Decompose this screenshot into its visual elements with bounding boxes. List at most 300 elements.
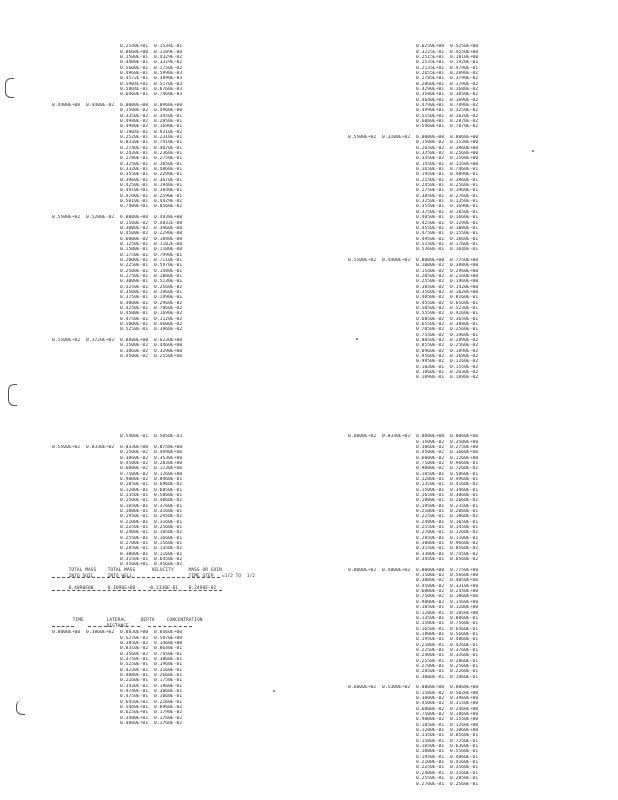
data-cell: 0.6050E-02 xyxy=(416,316,445,322)
data-cell: 0.4800E+02 xyxy=(382,567,411,573)
data-cell: 0.7750E+00 xyxy=(450,567,479,573)
binder-hole-mark xyxy=(16,700,25,715)
data-cell: 0.9000E-02 xyxy=(120,476,149,482)
data-cell: 0.5500E+02 xyxy=(52,444,81,450)
data-cell: 0.7500E-02 xyxy=(416,712,445,718)
data-cell: 0.2780E-01 xyxy=(120,156,149,162)
data-cell: 0.2540E+01 xyxy=(120,44,149,50)
data-cell: 0.3160E-01 xyxy=(450,770,479,776)
data-cell: 0.3350E-02 xyxy=(416,156,445,162)
data-cell: 0.4980E-02 xyxy=(120,124,149,130)
data-cell: 0.4890E-01 xyxy=(450,172,479,178)
summary-header-cell: VELOCITY xyxy=(151,568,174,573)
data-cell: 0.2560E-01 xyxy=(450,327,479,333)
data-cell: 0.3320E-01 xyxy=(120,167,149,173)
data-cell: 0.8330E+02 xyxy=(382,434,411,440)
data-cell: 0.2160E-01 xyxy=(120,678,149,684)
data-cell: 0.1550E-02 xyxy=(450,364,479,370)
data-cell: 0.8960E-02 xyxy=(154,704,183,710)
data-cell: 0.1690E-02 xyxy=(450,97,479,103)
data-cell: 0.4750E-01 xyxy=(120,694,149,700)
data-cell: 0.4860E-01 xyxy=(450,754,479,760)
data-cell: 0.3670E-01 xyxy=(154,177,183,183)
data-cell: 0.4990E+01 xyxy=(416,108,445,114)
data-cell: 0.5250E-01 xyxy=(120,662,149,668)
data-cell: 0.3650E-01 xyxy=(450,316,479,322)
data-cell: 0.2960E-02 xyxy=(154,300,183,306)
data-cell: 0.3000E-01 xyxy=(120,279,149,285)
conc-rule xyxy=(148,626,192,627)
data-cell: 0.7500E-02 xyxy=(120,471,149,477)
conc-header-text: TIME xyxy=(72,618,84,623)
data-cell: 0.5990E-03 xyxy=(154,70,183,76)
data-cell: 0.3960E+00 xyxy=(450,145,479,151)
data-cell: 0.6560E-01 xyxy=(450,300,479,306)
data-cell: 0.3500E-01 xyxy=(120,289,149,295)
data-cell: 0.5500E+02 xyxy=(348,135,377,141)
data-cell: 0.1560E+00 xyxy=(450,156,479,162)
data-cell: 0.0000E+00 xyxy=(120,215,149,221)
data-cell: 0.1050E+00 xyxy=(450,610,479,616)
data-cell: 0.6450E-02 xyxy=(154,557,183,563)
data-cell: 0.2850E-01 xyxy=(120,546,149,552)
data-cell: 0.2700E-01 xyxy=(416,663,445,669)
data-cell: 0.8560E-02 xyxy=(154,204,183,210)
data-cell: 0.9000E-02 xyxy=(416,599,445,605)
data-cell: 0.5860E-01 xyxy=(450,471,479,477)
data-cell: 0.2550E-02 xyxy=(416,279,445,285)
data-cell: 0.3225E-01 xyxy=(416,49,445,55)
data-cell: 0.1500E-02 xyxy=(416,573,445,579)
data-cell: 0.1050E-01 xyxy=(416,722,445,728)
data-cell: 0.0000E+00 xyxy=(120,102,149,108)
data-cell: 0.5360E-01 xyxy=(416,247,445,253)
data-block-upper-right xyxy=(348,44,484,381)
data-cell: 0.6000E-02 xyxy=(416,706,445,712)
data-cell: 0.1810E+00 xyxy=(450,54,479,60)
data-cell: 0.5600E-01 xyxy=(120,65,149,71)
data-cell: 0.7110E-01 xyxy=(154,257,183,263)
data-cell: 0.0000E+00 xyxy=(416,135,445,141)
data-cell: 0.1660E-01 xyxy=(450,215,479,221)
data-cell: 0.4880E-01 xyxy=(120,672,149,678)
data-cell: 0.3250E-01 xyxy=(120,284,149,290)
data-cell: 0.4500E-02 xyxy=(120,231,149,237)
summary-values xyxy=(52,581,94,596)
data-cell: 0.8560E-02 xyxy=(450,546,479,552)
data-cell: 0.1890E-02 xyxy=(450,375,479,381)
conc-rule xyxy=(52,626,74,627)
data-cell: 0.2000E-01 xyxy=(120,257,149,263)
data-row xyxy=(348,375,484,380)
data-cell: 0.1960E+00 xyxy=(450,279,479,285)
data-cell: 0.1960E-01 xyxy=(450,674,479,680)
data-cell: 0.3100E+02 xyxy=(382,135,411,141)
data-cell: 0.1860E-01 xyxy=(450,514,479,520)
data-cell: 0.3000E-02 xyxy=(416,578,445,584)
data-cell: 0.5460E+01 xyxy=(120,704,149,710)
data-cell: 0.3450E-01 xyxy=(416,557,445,563)
data-cell: 0.8000E+00 xyxy=(416,434,445,440)
data-cell: 0.2560E-02 xyxy=(154,284,183,290)
data-cell: 0.1760E-02 xyxy=(154,715,183,721)
data-cell: 0.3500E+00 xyxy=(450,439,479,445)
data-cell: 0.4550E+00 xyxy=(450,49,479,55)
data-cell: 0.1650E-01 xyxy=(416,492,445,498)
data-cell: 0.2250E-01 xyxy=(120,263,149,269)
data-cell: 0.1640E-01 xyxy=(450,247,479,253)
data-cell: 0.1620E-02 xyxy=(450,113,479,119)
data-cell: 0.3560E-02 xyxy=(120,651,149,657)
data-cell: 0.2760E-01 xyxy=(450,193,479,199)
data-cell: 0.1200E-01 xyxy=(416,728,445,734)
data-cell: 0.4910E+01 xyxy=(120,188,149,194)
data-cell: 0.2100E-01 xyxy=(416,642,445,648)
data-cell: 0.4400E-02 xyxy=(86,102,115,108)
data-cell: 0.1500E-01 xyxy=(416,738,445,744)
data-cell: 0.3560E-01 xyxy=(450,765,479,771)
data-cell: 0.1960E-01 xyxy=(154,662,183,668)
data-cell: 0.5904E+01 xyxy=(120,81,149,87)
data-cell: 0.1950E-01 xyxy=(416,503,445,509)
data-cell: 0.9950E-02 xyxy=(416,359,445,365)
data-cell: 0.8330E+02 xyxy=(86,444,115,450)
data-cell: 0.3150E+00 xyxy=(450,701,479,707)
data-cell: 0.4050E-02 xyxy=(416,295,445,301)
data-cell: 0.4500E-02 xyxy=(120,460,149,466)
data-cell: 0.1960E-01 xyxy=(450,332,479,338)
data-cell: 0.4950E-01 xyxy=(416,236,445,242)
data-cell: 0.6000E+02 xyxy=(348,685,377,691)
data-cell: 0.2560E-01 xyxy=(450,781,479,787)
data-cell: 0.6460E-01 xyxy=(120,92,149,98)
data-cell: 0.3840E-01 xyxy=(154,188,183,194)
data-cell: 0.4980E-02 xyxy=(120,118,149,124)
summary-header xyxy=(135,563,174,578)
data-cell: 0.3860E-01 xyxy=(154,656,183,662)
data-row xyxy=(52,721,188,726)
data-cell: 0.4960E-01 xyxy=(450,476,479,482)
data-cell: 0.4860E-01 xyxy=(154,167,183,173)
data-cell: 0.3310E+00 xyxy=(450,583,479,589)
data-cell: 0.2150E-01 xyxy=(416,177,445,183)
data-cell: 0.5660E+00 xyxy=(450,573,479,579)
data-cell: 0.8050E-02 xyxy=(416,338,445,344)
data-cell: 0.1950E-01 xyxy=(120,514,149,520)
data-cell: 0.2750E-01 xyxy=(120,273,149,279)
data-row xyxy=(348,781,484,786)
data-cell: 0.2750E+00 xyxy=(450,444,479,450)
data-cell: 0.8960E-02 xyxy=(416,348,445,354)
summary-values xyxy=(131,581,178,596)
data-cell: 0.3750E-01 xyxy=(120,656,149,662)
data-cell: 0.3850E-02 xyxy=(120,640,149,646)
data-cell: 0.5270E-02 xyxy=(120,635,149,641)
data-cell: 0.7250E-01 xyxy=(450,738,479,744)
data-cell: 0.3060E-02 xyxy=(416,444,445,450)
data-cell: 0.6450E+01 xyxy=(120,699,149,705)
conc-rule xyxy=(88,626,112,627)
data-cell: 0.1530E+00 xyxy=(450,140,479,146)
summary-subheader-cell: TIME STEP =1/2 TO 1/2 xyxy=(188,574,255,579)
data-cell: 0.8750E+00 xyxy=(154,444,183,450)
data-cell: 0.1500E-01 xyxy=(120,247,149,253)
data-cell: 0.1120E-02 xyxy=(154,316,183,322)
data-cell: 0.1650E-01 xyxy=(120,503,149,509)
data-cell: 0.1350E-01 xyxy=(154,546,183,552)
data-cell: 0.2460E+00 xyxy=(450,706,479,712)
summary-values xyxy=(172,581,216,596)
data-cell: 0.9660E-02 xyxy=(450,541,479,547)
data-cell: 0.4960E-00 xyxy=(154,108,183,114)
data-cell: 0.2515E+01 xyxy=(416,54,445,60)
data-cell: 0.8160E-01 xyxy=(450,295,479,301)
data-cell: 0.2550E-01 xyxy=(416,776,445,782)
data-cell: 0.2100E-01 xyxy=(416,760,445,766)
data-cell: 0.8330E+00 xyxy=(120,444,149,450)
data-cell: 0.3250E-01 xyxy=(416,199,445,205)
conc-header-text: LATERAL xyxy=(106,618,126,623)
data-cell: 0.1050E-01 xyxy=(416,471,445,477)
data-cell: 0.5230E-01 xyxy=(450,306,479,312)
data-cell: 0.8330E-01 xyxy=(120,140,149,146)
data-cell: 0.3160E-01 xyxy=(154,519,183,525)
data-cell: 0.1500E-01 xyxy=(120,498,149,504)
data-cell: 0.0000E+00 xyxy=(416,685,445,691)
data-cell: 0.5460E+01 xyxy=(416,124,445,130)
data-cell: 0.3350E-02 xyxy=(120,113,149,119)
data-cell: 0.4700E-01 xyxy=(120,193,149,199)
data-cell: 0.2890E-02 xyxy=(450,338,479,344)
data-cell: 0.4960E-01 xyxy=(120,70,149,76)
data-cell: 0.3760E-01 xyxy=(450,647,479,653)
data-cell: 0.1550E-01 xyxy=(450,231,479,237)
data-cell: 0.1030E-01 xyxy=(416,364,445,370)
data-cell: 0.4860E-01 xyxy=(154,498,183,504)
data-cell: 0.6550E-02 xyxy=(416,322,445,328)
data-cell: 0.4400E+02 xyxy=(382,257,411,263)
data-cell: 0.2785E+01 xyxy=(416,76,445,82)
data-cell: 0.5500E+02 xyxy=(52,215,81,221)
data-cell: 0.7050E-02 xyxy=(416,327,445,333)
data-cell: 0.2030E+00 xyxy=(154,460,183,466)
data-cell: 0.1350E-01 xyxy=(416,482,445,488)
data-cell: 0.1690E-02 xyxy=(154,311,183,317)
data-cell: 0.3250E-02 xyxy=(416,151,445,157)
data-cell: 0.1534E-01 xyxy=(154,44,183,50)
data-cell: 0.1660E+00 xyxy=(450,450,479,456)
data-cell: 0.7060E-02 xyxy=(154,306,183,312)
data-cell: 0.2135E+01 xyxy=(416,65,445,71)
data-cell: 0.2750E-01 xyxy=(416,188,445,194)
data-cell: 0.1450E-01 xyxy=(416,161,445,167)
data-cell: 0.3300E-01 xyxy=(416,551,445,557)
conc-subheader-text: DISTANCE xyxy=(106,624,129,629)
data-cell: 0.1690E-01 xyxy=(450,204,479,210)
data-cell: 0.2650E-02 xyxy=(416,145,445,151)
data-cell: 0.1890E-02 xyxy=(450,348,479,354)
data-cell: 0.7460E-01 xyxy=(450,167,479,173)
data-cell: 0.3960E-01 xyxy=(450,177,479,183)
data-cell: 0.1800E-01 xyxy=(416,631,445,637)
data-cell: 0.8000E+02 xyxy=(348,434,377,440)
data-cell: 0.7410E-01 xyxy=(154,140,183,146)
data-cell: 0.3000E-01 xyxy=(416,674,445,680)
data-cell: 0.2520E-01 xyxy=(120,135,149,141)
data-cell: 0.1860E+00 xyxy=(450,594,479,600)
data-cell: 0.8960E+00 xyxy=(154,102,183,108)
data-cell: 0.1500E-02 xyxy=(120,343,149,349)
data-cell: 0.1660E-01 xyxy=(154,535,183,541)
data-cell: 0.2850E-01 xyxy=(450,776,479,782)
data-cell: 0.1800E-01 xyxy=(416,498,445,504)
data-cell: 0.1950E-01 xyxy=(416,172,445,178)
data-cell: 0.6000E-02 xyxy=(416,589,445,595)
data-cell: 0.2560E-01 xyxy=(154,525,183,531)
data-cell: 0.2250E-01 xyxy=(416,647,445,653)
data-cell: 0.3750E-01 xyxy=(120,295,149,301)
data-cell: 0.1680E-02 xyxy=(450,86,479,92)
summary-values xyxy=(91,581,135,596)
data-cell: 0.1920E-01 xyxy=(450,60,479,66)
data-cell: 0.3050E-02 xyxy=(450,92,479,98)
data-cell: 0.1650E-01 xyxy=(416,167,445,173)
data-cell: 0.4290E+01 xyxy=(416,86,445,92)
data-cell: 0.7550E-02 xyxy=(416,332,445,338)
data-cell: 0.6560E-02 xyxy=(450,557,479,563)
data-cell: 0.2350E-01 xyxy=(450,503,479,509)
data-cell: 0.2550E-01 xyxy=(120,535,149,541)
data-cell: 0.3580E+01 xyxy=(416,92,445,98)
data-cell: 0.1250E-01 xyxy=(120,241,149,247)
data-cell: 0.5400E-01 xyxy=(120,434,149,440)
data-cell: 0.4832E-00 xyxy=(154,220,183,226)
data-cell: 0.2560E-02 xyxy=(450,343,479,349)
data-cell: 0.1750E-02 xyxy=(154,65,183,71)
data-cell: 0.3550E-01 xyxy=(120,172,149,178)
data-cell: 0.2260E-01 xyxy=(450,669,479,675)
data-cell: 0.2740E-01 xyxy=(120,145,149,151)
data-cell: 0.7750E+00 xyxy=(450,257,479,263)
data-cell: 0.4429E-02 xyxy=(154,199,183,205)
data-cell: 0.4500E-02 xyxy=(416,583,445,589)
data-cell: 0.1000E-02 xyxy=(416,263,445,269)
data-cell: 0.4400E+00 xyxy=(52,102,81,108)
data-cell: 0.2550E-01 xyxy=(416,658,445,664)
data-cell: 0.5200E-02 xyxy=(86,215,115,221)
data-cell: 0.1500E-01 xyxy=(120,54,149,60)
data-cell: 0.2500E-01 xyxy=(120,268,149,274)
data-cell: 0.1500E-02 xyxy=(416,140,445,146)
data-cell: 0.3850E-01 xyxy=(154,161,183,167)
data-cell: 0.8560E-01 xyxy=(450,733,479,739)
data-cell: 0.5060E-01 xyxy=(154,492,183,498)
data-cell: 0.7500E-02 xyxy=(416,460,445,466)
data-cell: 0.7460E-03 xyxy=(154,92,183,98)
data-cell: 0.1200E-01 xyxy=(120,487,149,493)
data-cell: 0.2290E-01 xyxy=(154,172,183,178)
data-cell: 0.7990E-01 xyxy=(154,252,183,258)
data-cell: 0.4050E-01 xyxy=(416,215,445,221)
data-cell: 0.1160E-01 xyxy=(154,551,183,557)
data-cell: 0.7260E-01 xyxy=(450,466,479,472)
data-cell: 0.4160E-01 xyxy=(450,482,479,488)
data-cell: 0.2860E+01 xyxy=(416,81,445,87)
data-cell: 0.1790E-02 xyxy=(154,710,183,716)
data-cell: 0.7450E-01 xyxy=(154,651,183,657)
data-cell: 0.2550E-01 xyxy=(416,525,445,531)
data-cell: 0.4740E-01 xyxy=(120,688,149,694)
data-cell: 0.4550E-01 xyxy=(416,225,445,231)
data-cell: 0.1500E-01 xyxy=(416,487,445,493)
data-cell: 0.1650E-01 xyxy=(416,744,445,750)
data-cell: 0.2450E-01 xyxy=(416,183,445,189)
data-cell: 0.8060E+00 xyxy=(450,685,479,691)
data-cell: 0.5250E-01 xyxy=(120,327,149,333)
data-cell: 0.3960E-00 xyxy=(154,225,183,231)
data-cell: 0.2960E+00 xyxy=(450,268,479,274)
data-cell: 0.1480E-01 xyxy=(154,268,183,274)
data-cell: 0.8830E+00 xyxy=(120,630,149,636)
data-cell: 0.9210E-02 xyxy=(154,129,183,135)
data-cell: 0.8060E+00 xyxy=(450,135,479,141)
data-cell: 0.6000E-02 xyxy=(120,236,149,242)
data-cell: 0.5500E+02 xyxy=(348,257,377,263)
summary-rule xyxy=(52,590,222,591)
summary-value: -0.1330E-01 xyxy=(147,586,179,591)
data-cell: 0.1960E-01 xyxy=(154,289,183,295)
data-cell: 0.3550E-01 xyxy=(416,204,445,210)
data-cell: 0.1750E-01 xyxy=(120,252,149,258)
data-cell: 0.2560E+00 xyxy=(450,151,479,157)
data-cell: 0.1450E-01 xyxy=(450,525,479,531)
data-cell: 0.1350E-01 xyxy=(450,199,479,205)
data-cell: 0.6250E+00 xyxy=(416,44,445,50)
data-cell: 0.1260E+00 xyxy=(154,471,183,477)
data-cell: 0.4070E-01 xyxy=(154,145,183,151)
data-cell: 0.1500E-02 xyxy=(120,220,149,226)
data-cell: 0.2950E-01 xyxy=(154,118,183,124)
data-cell: 0.0000E+00 xyxy=(416,257,445,263)
data-cell: 0.5050E-02 xyxy=(416,306,445,312)
data-cell: 0.1690E-01 xyxy=(154,124,183,130)
data-cell: 0.1460E+00 xyxy=(154,640,183,646)
data-cell: 0.3450E-01 xyxy=(154,113,183,119)
data-cell: 0.1690E-02 xyxy=(450,354,479,360)
data-cell: 0.2590E-01 xyxy=(154,193,183,199)
data-cell: 0.1850E-01 xyxy=(154,530,183,536)
data-cell: 0.3060E-01 xyxy=(154,688,183,694)
data-cell: 0.4790E+01 xyxy=(416,102,445,108)
data-cell: 0.2290E-00 xyxy=(154,231,183,237)
data-cell: 0.9560E-02 xyxy=(416,354,445,360)
data-cell: 0.9000E-02 xyxy=(416,717,445,723)
data-cell: 0.1050E-01 xyxy=(120,482,149,488)
data-cell: 0.6960E-01 xyxy=(154,482,183,488)
data-cell: 0.2400E-01 xyxy=(416,770,445,776)
data-cell: 0.2310E-01 xyxy=(154,135,183,141)
data-cell: 0.0000E+00 xyxy=(416,567,445,573)
data-cell: 0.1860E-01 xyxy=(154,683,183,689)
data-cell: 0.5050E-03 xyxy=(154,434,183,440)
data-cell: 0.3880E+00 xyxy=(450,263,479,269)
data-cell: 0.1500E-02 xyxy=(416,439,445,445)
data-cell: 0.4500E-02 xyxy=(416,450,445,456)
data-cell: 0.1800E-01 xyxy=(416,749,445,755)
data-cell: 0.2860E-01 xyxy=(450,658,479,664)
data-cell: 0.3000E-02 xyxy=(416,696,445,702)
data-cell: 0.6760E-03 xyxy=(154,86,183,92)
